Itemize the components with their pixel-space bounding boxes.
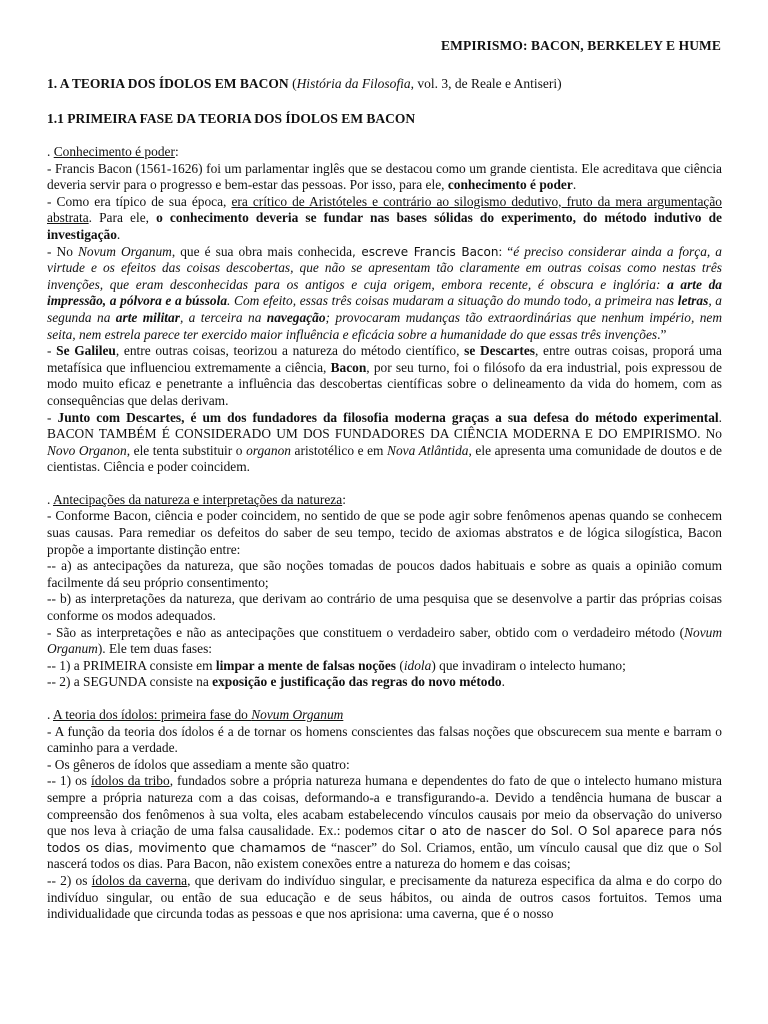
text-run: citar o ato de nascer do Sol. O Sol aparece para nós todos os dias, movimento que chamamos de	[47, 824, 722, 855]
text-run: - Como era típico de sua época,	[47, 193, 232, 209]
paragraph	[47, 625, 722, 658]
text-run: -- 2) a SEGUNDA consiste na	[47, 674, 213, 690]
text-run: ídolos da tribo	[91, 773, 170, 789]
text-run: - Conforme Bacon, ciência e poder coincidem, no sentido de que se pode agir sobre fenômenos apenas quando se conhecem suas causas. Para remediar os defeitos do saber de seu tempo, tecido de axiomas abstratos e de lógica silogística, Bacon propõe a importante distinção entre:	[47, 508, 722, 557]
text-run: era crítico de Aristóteles e contrário ao silogismo dedutivo, fruto da mera argumentação abstrata	[47, 193, 723, 226]
text-run: , ele apresenta uma comunidade de doutos e de cientistas. Ciência e poder coincidem.	[47, 442, 722, 475]
text-run: navegação	[266, 309, 326, 325]
paragraph	[47, 757, 722, 774]
text-run: . BACON TAMBÉM É CONSIDERADO UM DOS FUNDADORES DA CIÊNCIA MODERNA E DO EMPIRISMO. No	[47, 409, 723, 442]
text-run: Conhecimento é poder	[53, 144, 175, 159]
document-body	[47, 144, 722, 939]
text-run: , fundados sobre a própria natureza humana e dependentes do fato de que o intelecto humano mistura sempre a própria natureza com a das coisas, deformando-a e transfigurando-a. Devido a tendência humana de buscar a compreensão dos fenômenos à sua volta, eles acabam estabelecendo vínculos causais por meio da observação do universo que nos leva à criação de uma falsa causalidade. Ex.: podemos	[47, 773, 722, 839]
text-run: letras	[677, 293, 709, 309]
text-run: .	[572, 177, 577, 193]
paragraph	[47, 343, 722, 409]
text-run: Bacon	[330, 359, 367, 375]
text-run: (	[396, 657, 404, 673]
paragraph	[47, 161, 722, 194]
text-run: , a segunda na	[47, 293, 722, 325]
title-reference: , vol. 3, de Reale e Antiseri)	[410, 76, 562, 91]
text-run: -- 1) os	[47, 773, 91, 789]
text-run: .	[47, 491, 53, 507]
section	[47, 707, 722, 923]
text-run: :	[342, 491, 346, 507]
text-run: -- 2) os	[47, 872, 92, 888]
text-run: Novum Organum	[47, 624, 722, 657]
text-run: : “	[498, 243, 514, 259]
paragraph	[47, 674, 722, 691]
section-heading	[47, 707, 722, 724]
text-run: arte militar	[115, 309, 180, 325]
text-run: ) que invadiram o intelecto humano;	[431, 657, 626, 673]
text-run: Novum Organum	[77, 243, 172, 259]
text-run: “nascer” do Sol. Criamos, então, um vínculo causal que diz que o Sol nascerá todos os dias. Para Bacon, não existem conexões entre a natureza do homem e das coisas;	[47, 839, 722, 872]
section-heading	[47, 492, 722, 509]
text-run: - Francis Bacon (1561-1626) foi um parlamentar inglês que se destacou como um grande cientista. Ele acreditava que ciência deveria servir para o progresso e bem-estar das pessoas. Por isso, para ele,	[47, 160, 722, 193]
running-header: EMPIRISMO: BACON, BERKELEY E HUME	[441, 38, 721, 53]
text-run: Junto com Descartes, é um dos fundadores da filosofia moderna graças a sua defesa do método experimental	[57, 409, 719, 425]
text-run: o conhecimento deveria se fundar nas bases sólidas do experimento, do método indutivo de investigação	[47, 210, 722, 242]
text-run: aristotélico e em	[290, 442, 388, 458]
text-run: . Com efeito, essas três coisas mudaram a situação do mundo todo, a primeira nas	[227, 293, 678, 309]
text-run: - São as interpretações e não as antecipações que constituem o verdadeiro saber, obtido com o verdadeiro método (	[47, 624, 685, 640]
text-run: , por seu turno, foi o filósofo da era industrial, pois expressou de modo muito eficaz e penetrante a influência das descobertas científicas sobre o delineamento da vida do homem, com as consequências que delas derivam.	[47, 359, 722, 408]
text-run: , entre outras coisas, teorizou a natureza do método científico,	[115, 343, 465, 359]
text-run: , a terceira na	[179, 309, 267, 325]
text-run: .	[47, 707, 53, 722]
paragraph	[47, 508, 722, 558]
text-run: organon	[246, 442, 291, 458]
title-paren-open: (	[288, 76, 297, 91]
text-run: , que derivam do indivíduo singular, e precisamente da natureza especifica da alma e do corpo do indivíduo singular, ou então de sua educação e de seus hábitos, ou ainda de outros casos fortuitos. Temos uma individualidade que circunda todas as pessoas e que nos aprisiona: uma caverna, que é o nosso	[47, 872, 722, 922]
paragraph	[47, 773, 722, 873]
section	[47, 144, 722, 476]
text-run: Nova Atlântida	[387, 442, 469, 458]
text-run: ). Ele tem duas fases:	[97, 641, 212, 657]
section-heading	[47, 144, 722, 161]
text-run: Se Galileu	[56, 343, 116, 359]
document-title	[47, 76, 562, 93]
paragraph	[47, 410, 722, 476]
text-run: - A função da teoria dos ídolos é a de tornar os homens conscientes das falsas noções que obscurecem sua mente e barram o caminho para a verdade.	[47, 723, 722, 756]
section	[47, 492, 722, 691]
text-run: conhecimento é poder	[447, 177, 573, 193]
title-main: 1. A TEORIA DOS ÍDOLOS EM BACON	[47, 76, 289, 91]
text-run: ; provocaram mudanças tão extraordinárias que nenhum império, nem seita, nem estrela parece ter exercido maior influência e eficácia sobre a humanidade do que essas três invenções	[47, 309, 723, 342]
text-run: é preciso considerar ainda a força, a virtude e os efeitos das coisas descobertas, que não se apresentam tão claramente em outras coisas como nestas três invenções, que eram desconhecidas para os antigos e cuja origem, embora recente, é obscura e inglória:	[47, 243, 722, 292]
title-book-name: História da Filosofia	[296, 76, 411, 91]
paragraph	[47, 658, 722, 675]
text-run: .	[47, 144, 54, 159]
text-run: -- a) as antecipações da natureza, que são noções tomadas de poucos dados habituais e sobre as quais a opinião comum facilmente dá seu próprio consentimento;	[47, 558, 722, 590]
text-run: - No	[47, 243, 78, 259]
paragraph	[47, 724, 722, 757]
text-run: , ele tenta substituir o	[126, 442, 247, 458]
text-run: .”	[657, 326, 667, 342]
text-run: Antecipações da natureza e interpretações da natureza	[52, 491, 343, 507]
text-run: -	[47, 409, 58, 425]
text-run: . Para ele,	[88, 210, 157, 226]
text-run: - Os gêneros de ídolos que assediam a mente são quatro:	[47, 756, 350, 772]
paragraph	[47, 194, 722, 244]
section-subtitle: 1.1 PRIMEIRA FASE DA TEORIA DOS ÍDOLOS EM BACON	[47, 111, 416, 126]
text-run: -	[47, 343, 57, 359]
text-run: , entre outras coisas, proporá uma metafísica que influenciou extremamente a ciência,	[47, 343, 722, 375]
text-run: limpar a mente de falsas noções	[215, 657, 396, 673]
paragraph	[47, 244, 722, 344]
text-run: Novo Organon	[47, 442, 127, 458]
paragraph	[47, 558, 722, 591]
text-run: -- 1) a PRIMEIRA consiste em	[47, 657, 216, 673]
paragraph	[47, 873, 722, 923]
text-run: idola	[403, 657, 432, 673]
text-run: :	[174, 144, 179, 159]
paragraph	[47, 591, 722, 624]
text-run: -- b) as interpretações da natureza, que derivam ao contrário de uma pesquisa que se desenvolve a partir das próprias coisas conforme os modos adequados.	[47, 591, 722, 624]
text-run: , escreve Francis Bacon	[352, 244, 499, 259]
text-run: , que é sua obra mais conhecida	[171, 243, 353, 259]
text-run: ídolos da caverna	[91, 872, 188, 888]
text-run: Novum Organum	[251, 707, 344, 722]
text-run: .	[501, 674, 505, 690]
text-run: se Descartes	[464, 343, 536, 359]
text-run: a arte da impressão, a pólvora e a bússola	[47, 276, 722, 309]
text-run: A teoria dos ídolos: primeira fase do	[52, 707, 252, 722]
text-run: exposição e justificação das regras do novo método	[212, 674, 502, 690]
text-run: .	[116, 226, 121, 242]
